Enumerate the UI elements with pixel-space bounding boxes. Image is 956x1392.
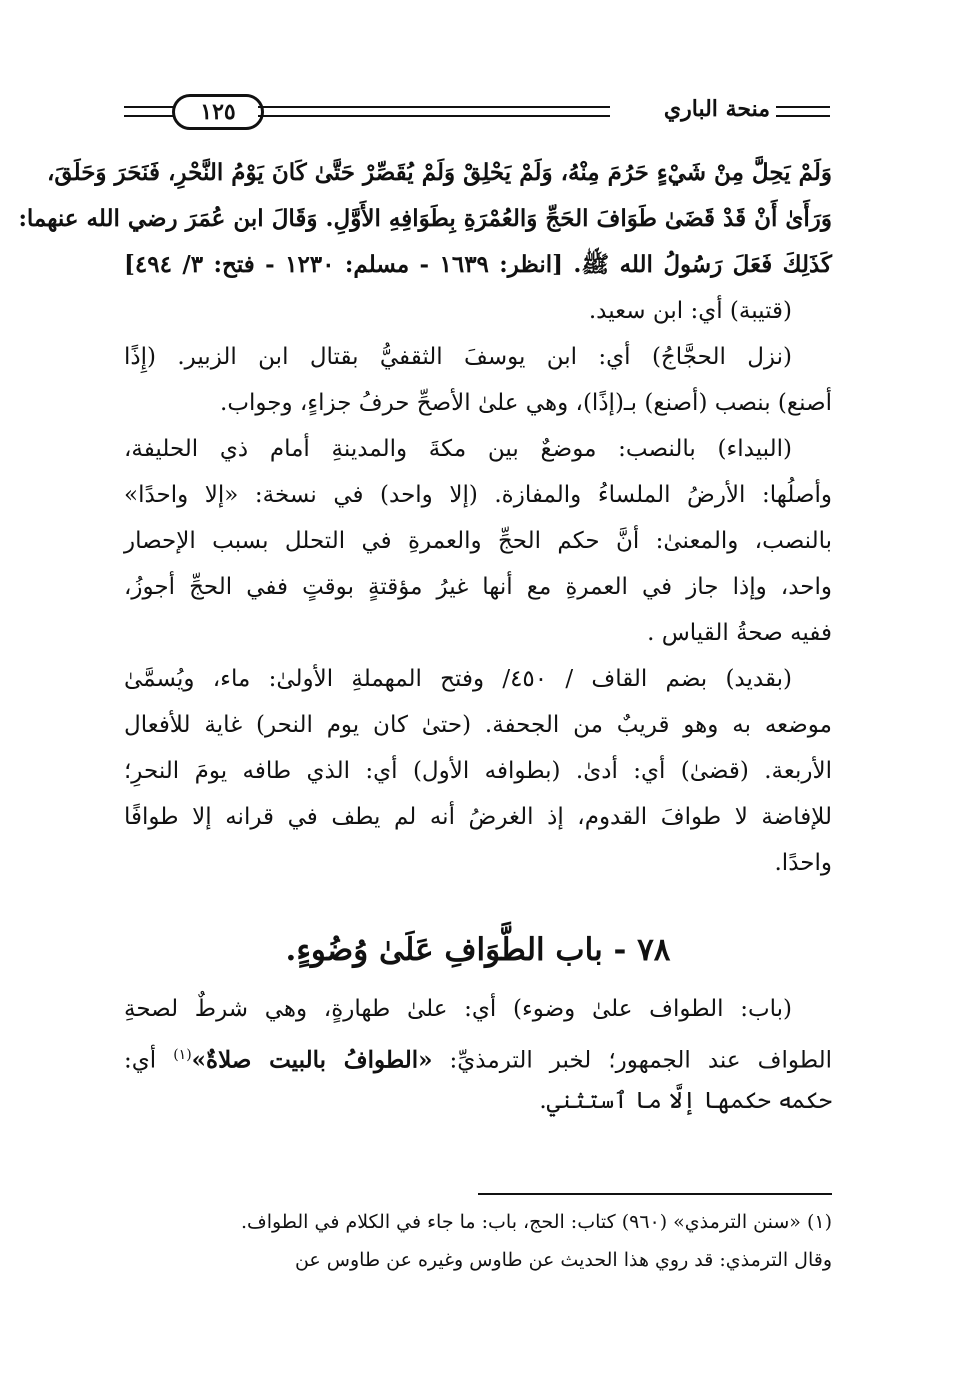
page-number-frame — [172, 94, 264, 130]
commentary-line: أصنع) بنصب (أصنع) بـ(إذًا)، وهي علىٰ الأصحِّ حرفُ جزاءٍ، وجواب. — [220, 390, 832, 416]
body-text — [18, 150, 832, 1124]
header-rule-middle — [258, 106, 610, 117]
commentary-line: موضعه به وهو قريبٌ من الجحفة. (حتىٰ كان يوم النحر) غاية للأفعال — [124, 712, 832, 738]
hadith-quote: «الطوافُ بالبيت صلاةٌ» — [191, 1046, 433, 1074]
footnotes — [124, 1203, 832, 1279]
commentary-line: (باب: الطواف علىٰ وضوء) أي: علىٰ طهارةٍ، وهي شرطٌ لصحةِ — [124, 996, 792, 1022]
commentary-text: أي: — [124, 1047, 174, 1074]
commentary-line — [124, 1032, 832, 1078]
hadith-line-3: كَذَلِكَ فَعَلَ رَسُولُ الله ﷺ. [انظر: ١٦٣٩ - مسلم: ١٢٣٠ - فتح: ٣/ ٤٩٤] — [124, 251, 832, 278]
commentary-line: ففيه صحةُ القياس . — [647, 620, 832, 646]
footnote-line: وقال الترمذي: قد روي هذا الحديث عن طاوس وغيره عن طاوس عن — [294, 1249, 832, 1271]
hadith-line-1: وَلَمْ يَحِلَّ مِنْ شَيْءٍ حَرُمَ مِنْهُ، وَلَمْ يَحْلِقْ وَلَمْ يُقَصِّرْ حَتَّىٰ كَانَ يَوْمُ النَّحْرِ، فَنَحَرَ وَحَلَقَ، — [46, 159, 832, 186]
commentary-line: (البيداء) بالنصب: موضعٌ بين مكةَ والمدينةِ أمام ذي الحليفة، — [124, 436, 792, 462]
hadith-line-2: وَرَأَىٰ أَنْ قَدْ قَضَىٰ طَوَافَ الحَجِّ وَالعُمْرَةِ بِطَوَافِهِ الأَوَّلِ. وَقَالَ ابن عُمَرَ رضي الله عنهما: — [18, 205, 832, 232]
commentary-line: (نزل الحجَّاجُ) أي: ابن يوسفَ الثقفيُّ بقتال ابن الزبير. (إِذًا — [124, 344, 792, 370]
commentary-line: الأربعة. (قضىٰ) أي: أدىٰ. (بطوافه الأول) أي: الذي طافه يومَ النحرِ؛ — [124, 758, 832, 784]
commentary-line: وأصلُها: الأرضُ الملساءُ والمفازة. (إلا واحد) في نسخة: «إلا واحدًا» — [124, 482, 832, 508]
commentary-line: (قتيبة) أي: ابن سعيد. — [588, 298, 792, 324]
header-rule-right — [776, 106, 830, 117]
chapter-heading: ٧٨ - باب الطَّوَافِ عَلَىٰ وُضُوءٍ. — [285, 932, 671, 968]
commentary-line: واحد، وإذا جاز في العمرةِ مع أنها غيرُ مؤقتةٍ بوقتٍ ففي الحجِّ أجوزُ، — [124, 574, 832, 600]
commentary-line: بالنصب، والمعنىٰ: أنَّ حكم الحجِّ والعمرةِ في التحلل بسبب الإحصار — [124, 528, 832, 554]
page-number: ١٢٥ — [200, 99, 236, 125]
footnote-separator — [478, 1193, 832, 1195]
footnote-marker[interactable]: (١) — [173, 1047, 192, 1063]
commentary-line: حكمه حكمها إلَّا ما ٱستثني. — [539, 1088, 832, 1114]
footnote-line: (١) «سنن الترمذي» (٩٦٠) كتاب: الحج، باب: ما جاء في الكلام في الطواف. — [240, 1211, 832, 1233]
commentary-line: واحدًا. — [774, 850, 832, 876]
commentary-line: (بقديد) بضم القاف / ٤٥٠/ وفتح المهملةِ الأولىٰ: ماء، ويُسمَّىٰ — [124, 666, 792, 692]
running-title: منحة الباري — [663, 96, 770, 122]
commentary-line: للإفاضة لا طوافَ القدوم، إذ الغرضُ أنه لم يطف في قرانه إلا طوافًا — [124, 804, 832, 830]
commentary-text: الطواف عند الجمهور؛ لخبر الترمذيِّ: — [432, 1047, 832, 1074]
